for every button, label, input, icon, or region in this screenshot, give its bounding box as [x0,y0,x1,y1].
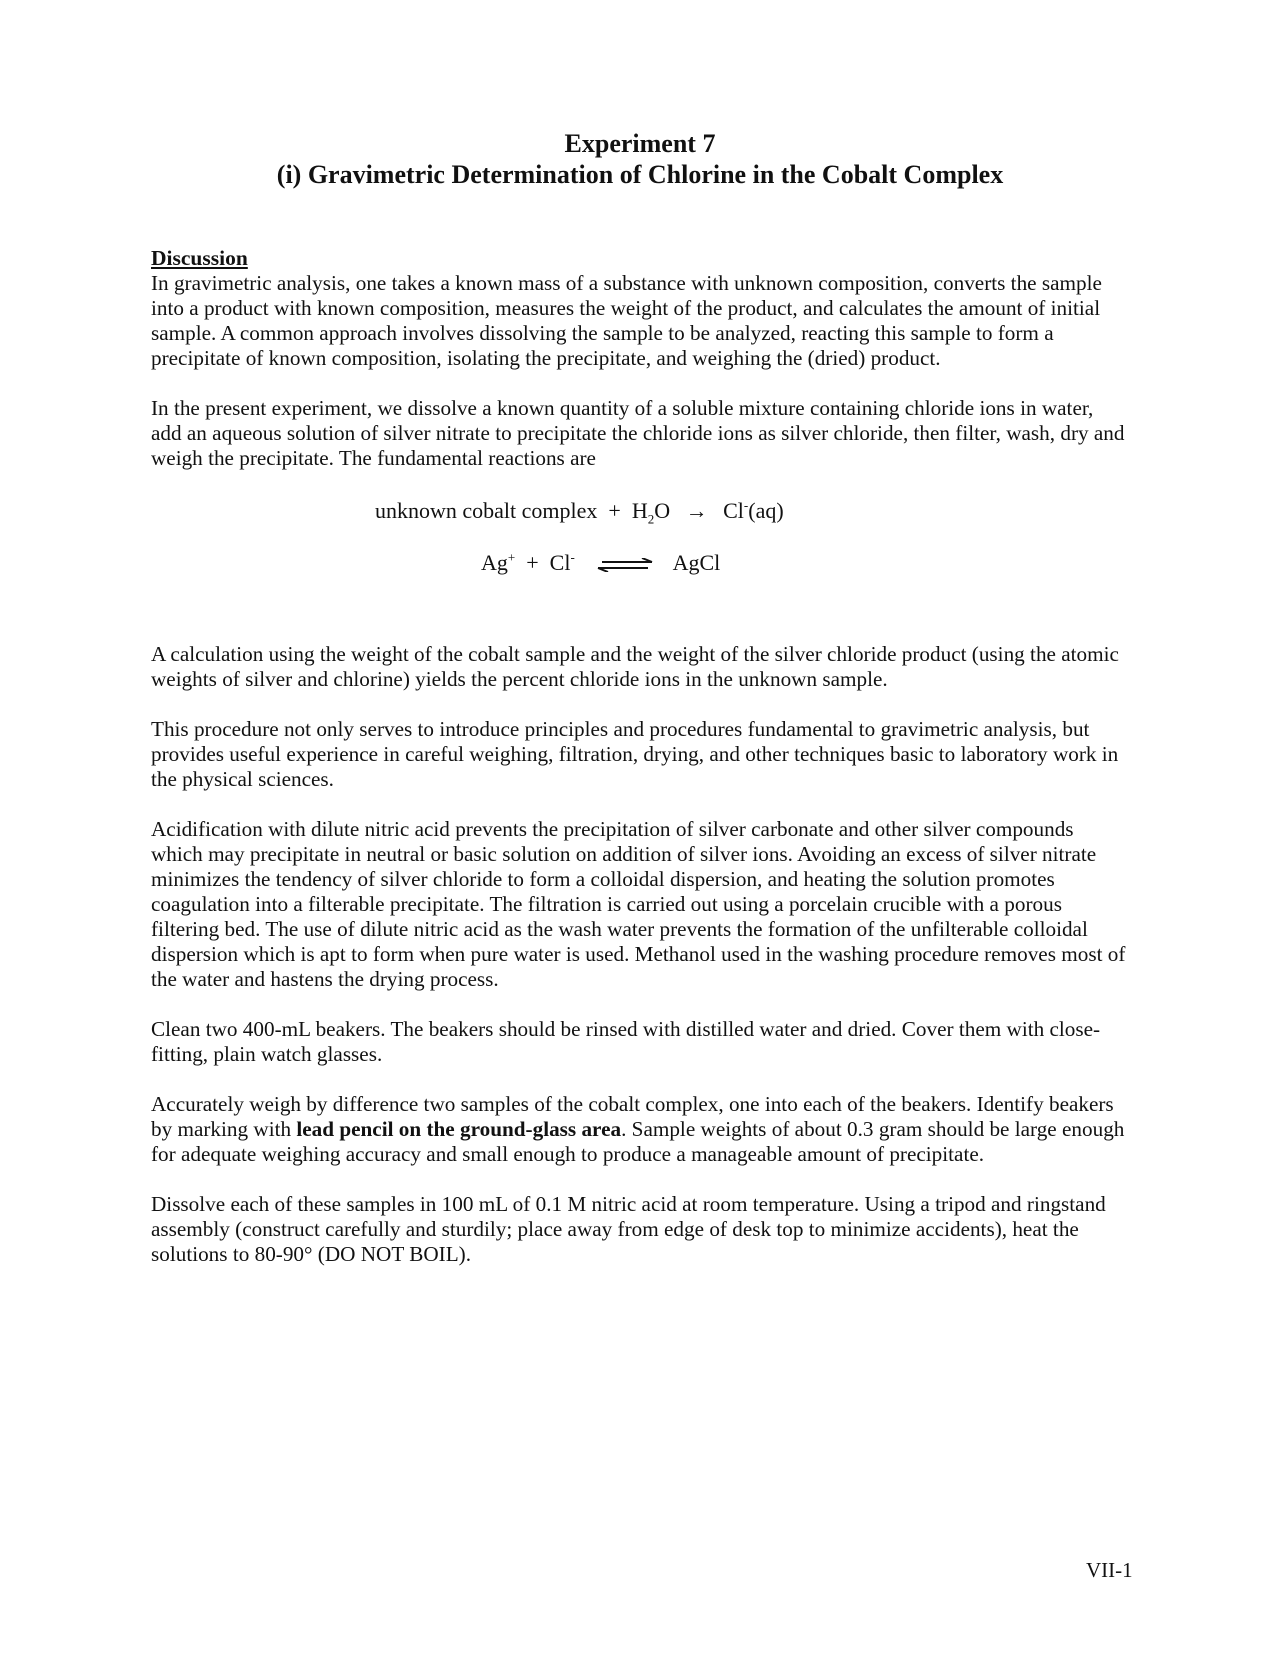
weigh-text-bold: lead pencil on the ground-glass area [296,1117,622,1141]
paragraph-dissolve-samples: Dissolve each of these samples in 100 mL of 0.1 M nitric acid at room temperature. Using a tripod and ringstand assembly (construct carefully and sturdily; place away from edge of desk top to minimize accidents), heat the solutions to 80-90° (DO NOT BOIL). [151,1192,1106,1266]
eq2-product: AgCl [672,550,721,575]
eq1-subscript-2: 2 [647,511,655,527]
paragraph-clean-beakers: Clean two 400-mL beakers. The beakers should be rinsed with distilled water and dried. Cover them with close-fitting, plain watch glasses. [151,1017,1101,1066]
equilibrium-arrows-icon [596,552,654,577]
paragraph-present-experiment: In the present experiment, we dissolve a known quantity of a soluble mixture containing chloride ions in water, add an aqueous solution of silver nitrate to precipitate the chloride ions as silver chloride, then filter, wash, dry and weigh the precipitate. The fundamental reactions are [151,396,1125,470]
document-body [151,246,1126,1292]
eq1-reactant: unknown cobalt complex [375,498,598,523]
right-arrow-icon: → [685,498,708,523]
paragraph-gravimetric-intro: In gravimetric analysis, one takes a known mass of a substance with unknown composition, converts the sample into a product with known composition, measures the weight of the product, and calculates the amount of initial sample. A common approach involves dissolving the sample to be analyzed, reacting this sample to form a precipitate of known composition, isolating the precipitate, and weighing the (dried) product. [151,271,1102,370]
equation-precipitation [481,550,720,577]
eq1-cl: Cl [723,498,744,523]
eq1-plus: + [608,498,621,523]
experiment-subtitle: (i) Gravimetric Determination of Chlorine in the Cobalt Complex [276,160,1004,189]
eq1-minus-charge: - [743,497,749,513]
eq2-minus-charge: - [570,549,575,565]
page-number: VII-1 [1086,1558,1133,1582]
eq2-plus: + [526,550,539,575]
eq2-cl: Cl [549,550,571,575]
paragraph-procedure-value: This procedure not only serves to introduce principles and procedures fundamental to gravimetric analysis, but provides useful experience in careful weighing, filtration, drying, and other techniques basic to laboratory work in the physical sciences. [151,717,1119,791]
experiment-title: Experiment 7 [564,129,716,158]
reaction-equations [151,496,1126,642]
discussion-heading: Discussion [151,246,248,270]
paragraph-calculation: A calculation using the weight of the cobalt sample and the weight of the silver chloride product (using the atomic weights of silver and chlorine) yields the percent chloride ions in the unknown sample. [151,642,1119,691]
paragraph-weigh-samples [151,1092,1126,1167]
weigh-text-a: Accurately weigh by difference two samples of the cobalt complex, one into each of the beakers. Identify beakers by marking with [151,1092,1114,1141]
equation-hydrolysis [375,497,784,527]
paragraph-acidification: Acidification with dilute nitric acid prevents the precipitation of silver carbonate and other silver compounds which may precipitate in neutral or basic solution on addition of silver ions. Avoiding an excess of silver nitrate minimizes the tendency of silver chloride to form a colloidal dispersion, and heating the solution promotes coagulation into a filterable precipitate. The filtration is carried out using a porcelain crucible with a porous filtering bed. The use of dilute nitric acid as the wash water prevents the formation of the unfilterable colloidal dispersion which is apt to form when pure water is used. Methanol used in the washing procedure removes most of the water and hastens the drying process. [151,817,1126,991]
eq1-o: O [654,498,671,523]
eq2-ag: Ag [481,550,508,575]
eq1-h: H [631,498,648,523]
eq2-plus-charge: + [507,549,516,565]
weigh-text-b: . Sample weights of about 0.3 gram should be large enough for adequate weighing accuracy and small enough to produce a manageable amount of precipitate. [151,1117,1125,1166]
title-block [0,128,1280,190]
eq1-state: (aq) [748,498,784,523]
